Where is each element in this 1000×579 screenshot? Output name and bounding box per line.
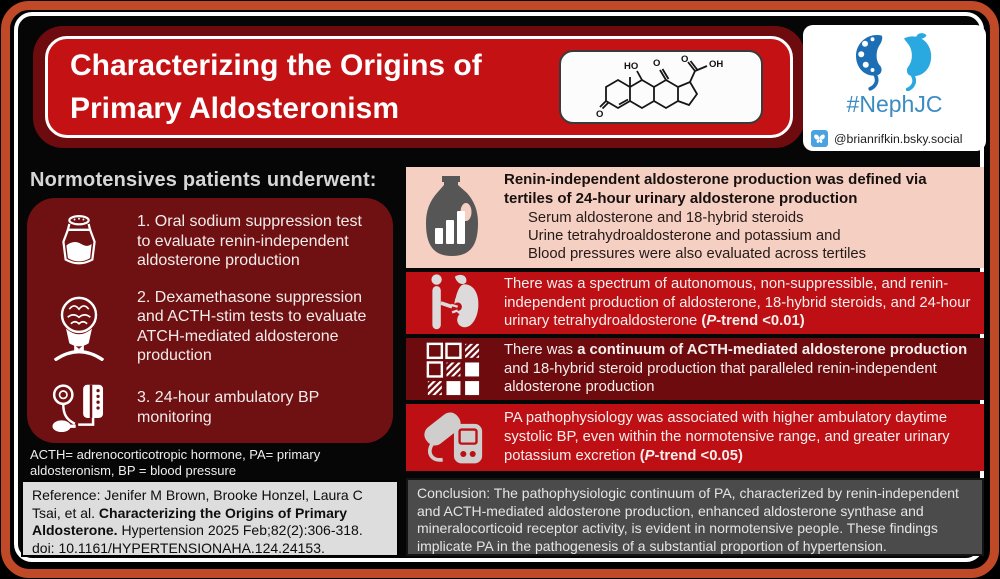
molecule-label-o-ketone: O — [596, 109, 604, 119]
bp-monitor-icon — [47, 383, 111, 433]
finding-box-bp — [406, 404, 984, 471]
header-bar — [33, 26, 805, 148]
urine-jug-chart-icon — [418, 175, 488, 261]
finding-heading: Renin-independent aldosterone production was defined via tertiles of 24-hour urinary aldosterone production — [504, 171, 927, 207]
finding-box-continuum — [406, 338, 984, 400]
finding-line: Serum aldosterone and 18-hybrid steroids — [528, 209, 804, 226]
finding-text-block — [504, 171, 976, 263]
bsky-handle-row[interactable] — [811, 130, 980, 147]
bp-cuff-icon — [418, 410, 488, 466]
finding-text: There was a spectrum of autonomous, non-suppressible, and renin-independent production of aldosterone, 18-hybrid steroids, and 24-hour urinary tetrahydroaldosterone (P-trend <0.01) — [504, 275, 971, 330]
molecule-label-oh: OH — [709, 59, 724, 70]
molecule-label-ho: HO — [624, 61, 639, 72]
nephjc-label: #NephJC — [846, 91, 943, 117]
methods-box — [27, 198, 393, 443]
molecule-label-o-ald: O — [653, 58, 661, 69]
conclusion-box: Conclusion: The pathophysiologic continuum of PA, characterized by renin-independent and ACTH-mediated aldosterone production, enhanced aldosterone synthase and mineralocorticoid receptor activity, is evident in normotensive people. These findings implicate PA in the pathogenesis of a substantial proportion of hypertension. — [406, 478, 984, 556]
list-item-text: 1. Oral sodium suppression test to evaluate renin-independent aldosterone production — [137, 213, 362, 270]
list-item-text: 3. 24-hour ambulatory BP monitoring — [137, 389, 320, 426]
finding-text: PA pathophysiology was associated with higher ambulatory daytime systolic BP, even within the normotensive range, and greater urinary potassium excretion (P-trend <0.05) — [504, 410, 950, 464]
bsky-handle: @brianrifkin.bsky.social — [834, 131, 963, 146]
reference-box: Reference: Jenifer M Brown, Brooke Honzel, Laura C Tsai, et al. Characterizing the Origins of Primary Aldosterone. Hypertension 2025 Feb;82(2):306-318. doi: 10.1161/HYPERTENSIONAHA.124.24153. — [21, 480, 399, 557]
kidney-adrenal-icon — [418, 273, 488, 333]
finding-text: There was a continuum of ACTH-mediated aldosterone production and 18-hybrid steroid production that paralleled renin-independent aldosterone production — [504, 341, 968, 396]
nephjc-badge — [803, 25, 986, 151]
abbreviations-footnote: ACTH= adrenocorticotropic hormone, PA= primary aldosteronism, BP = blood pressure — [30, 447, 321, 478]
molecule-label-o-side: O — [681, 55, 689, 65]
list-item — [47, 383, 381, 433]
salt-shaker-icon — [47, 212, 111, 270]
list-item — [47, 288, 381, 366]
aldosterone-molecule-icon — [568, 55, 754, 119]
left-column-heading: Normotensives patients underwent: — [30, 169, 377, 191]
bluesky-butterfly-icon — [811, 130, 828, 147]
aldosterone-molecule-box — [559, 50, 763, 124]
finding-box-tertiles — [406, 167, 984, 268]
list-item — [47, 212, 381, 271]
finding-line: Blood pressures were also evaluated across tertiles — [528, 246, 867, 263]
page-title: Characterizing the Origins of Primary Aldosteronism — [70, 49, 482, 125]
finding-box-spectrum — [406, 272, 984, 334]
finding-line: Urine tetrahydroaldosterone and potassium and — [528, 227, 841, 244]
list-item-text: 2. Dexamethasone suppression and ACTH-stim tests to evaluate ATCH-mediated aldosterone production — [137, 288, 367, 365]
head-brain-icon — [47, 293, 111, 361]
nephjc-kidneys-logo-icon — [846, 31, 944, 91]
tiles-grid-icon — [418, 342, 488, 396]
header-title-box — [45, 36, 793, 138]
